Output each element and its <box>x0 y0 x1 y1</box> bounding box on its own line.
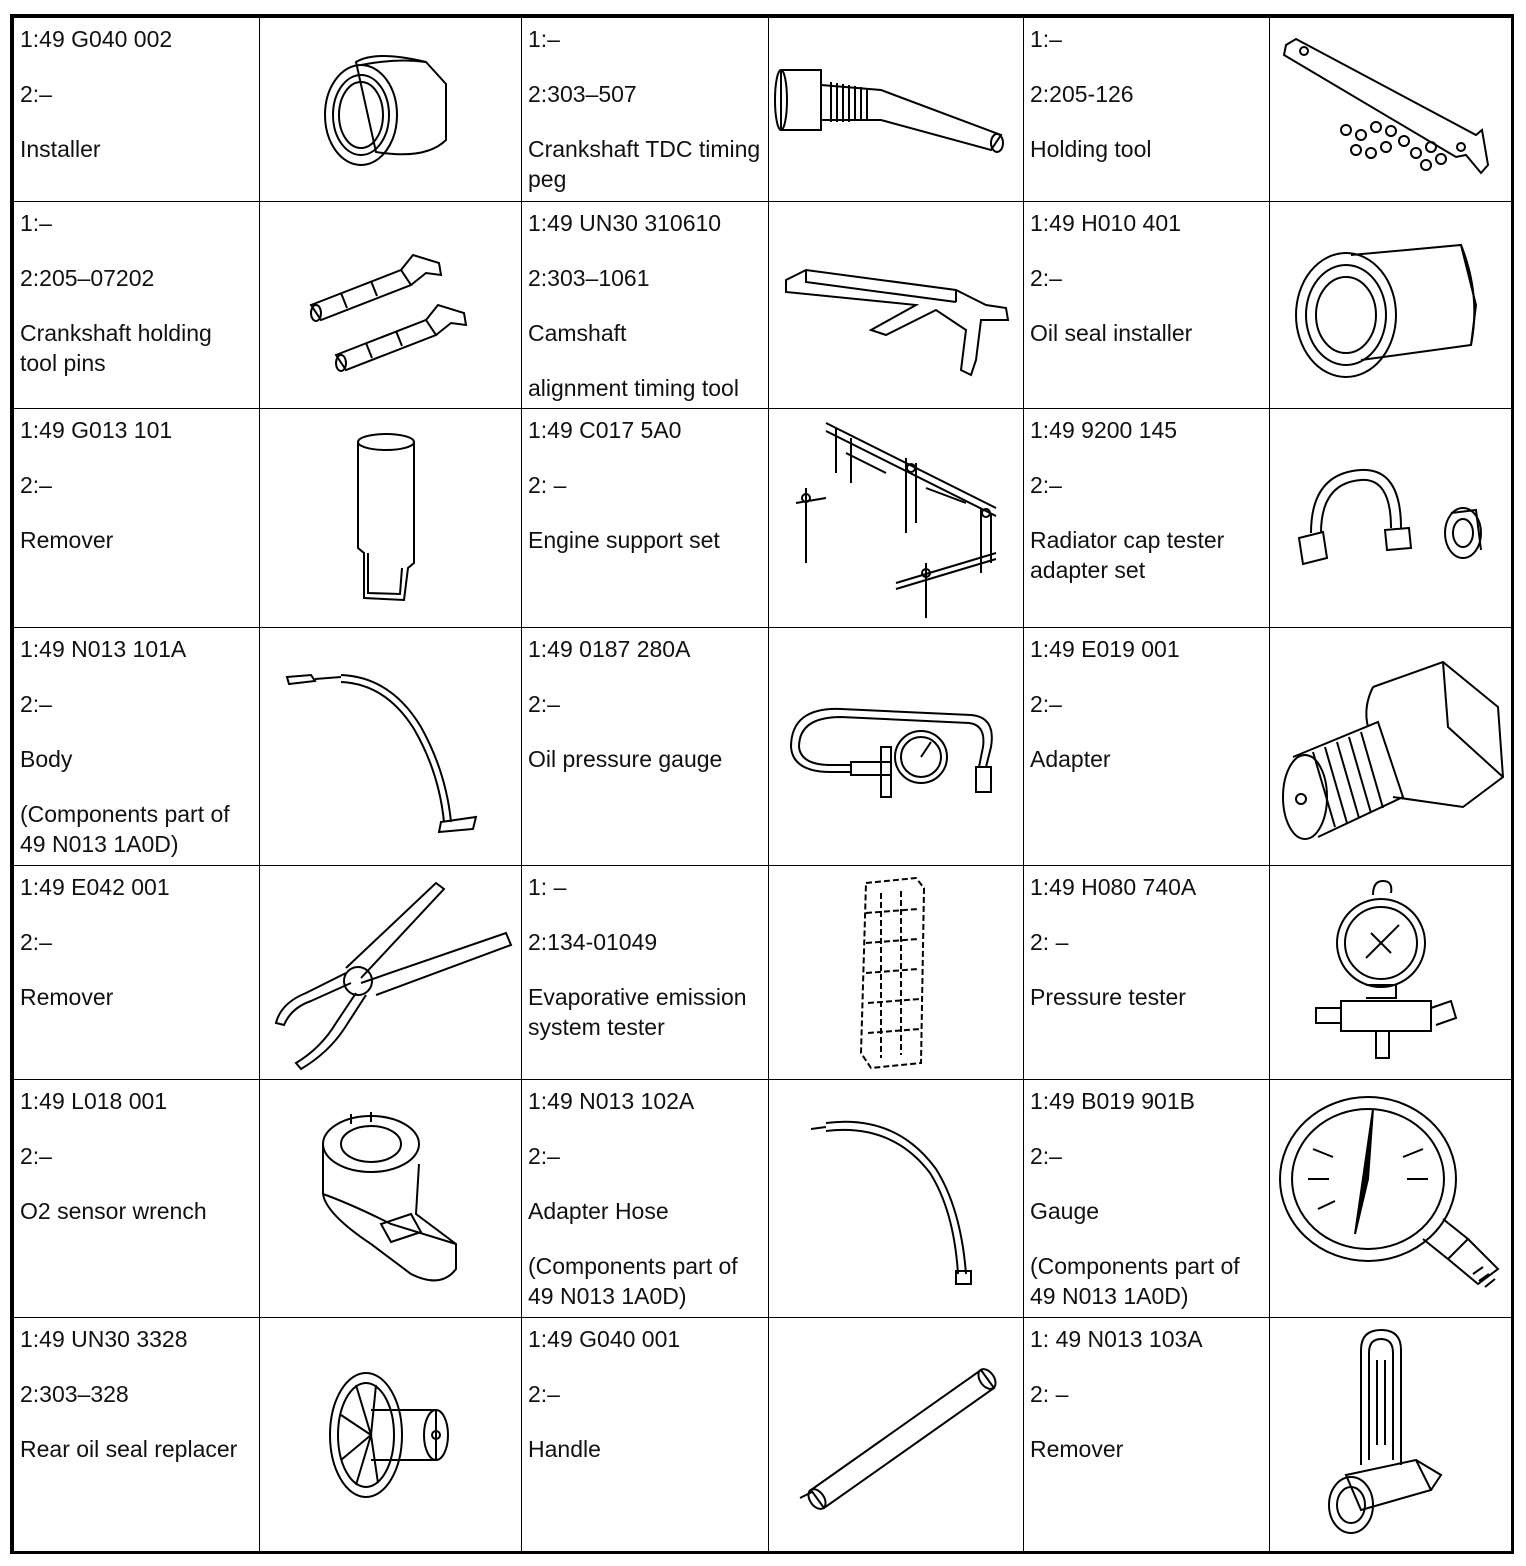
tool-number-1: 1:49 H080 740A <box>1030 874 1197 900</box>
tool-name: Radiator cap tester adapter set <box>1030 527 1225 583</box>
tool-number-2: 2:– <box>528 1143 560 1169</box>
tool-name: Remover <box>20 527 114 553</box>
tool-text-cell <box>522 202 769 409</box>
o2-sensor-wrench-icon <box>311 1104 471 1294</box>
tool-text-cell <box>1024 18 1270 202</box>
tool-number-1: 1:– <box>1030 26 1062 52</box>
body-hose-icon <box>281 657 501 837</box>
tool-text-cell <box>14 409 260 628</box>
radiator-cap-adapter-icon <box>1291 458 1491 578</box>
table-row <box>14 1080 1512 1318</box>
tool-text-cell <box>1024 409 1270 628</box>
tool-number-1: 1:49 N013 102A <box>528 1088 695 1114</box>
special-tools-table <box>10 14 1514 1554</box>
tool-number-2: 2: – <box>1030 1381 1069 1407</box>
tool-text-cell <box>1024 628 1270 866</box>
tool-number-1: 1:49 G040 002 <box>20 26 173 52</box>
oil-pressure-gauge-icon <box>781 687 1011 807</box>
tool-name: Holding tool <box>1030 136 1152 162</box>
tool-name: Engine support set <box>528 527 720 553</box>
tool-image-cell <box>769 409 1024 628</box>
tool-number-1: 1:49 0187 280A <box>528 636 691 662</box>
tool-number-2: 2:205–07202 <box>20 265 155 291</box>
tool-number-1: 1: – <box>528 874 567 900</box>
tool-text-cell <box>14 628 260 866</box>
camshaft-alignment-tool-icon <box>776 230 1016 380</box>
tool-number-1: 1:49 9200 145 <box>1030 417 1178 443</box>
tool-number-2: 2:– <box>1030 265 1062 291</box>
tool-text-cell <box>1024 1318 1270 1552</box>
holding-pins-icon <box>301 235 481 375</box>
tool-note: (Components part of 49 N013 1A0D) <box>1030 1253 1240 1309</box>
tool-name: Body <box>20 746 73 772</box>
tool-number-1: 1:49 H010 401 <box>1030 210 1181 236</box>
adapter-hose-icon <box>806 1109 986 1289</box>
tool-name: Gauge <box>1030 1198 1100 1224</box>
holding-tool-icon <box>1276 35 1506 185</box>
pressure-tester-icon <box>1311 873 1471 1073</box>
tool-image-cell <box>1270 1080 1512 1318</box>
tool-number-2: 2:– <box>1030 691 1062 717</box>
oil-seal-installer-icon <box>1291 225 1491 385</box>
tool-name: Adapter Hose <box>528 1198 669 1224</box>
tool-number-2: 2:– <box>528 1381 560 1407</box>
tool-number-2: 2:303–507 <box>528 81 637 107</box>
remover-handle-icon <box>1321 1325 1461 1545</box>
tool-image-cell <box>769 18 1024 202</box>
tool-name: Remover <box>1030 1436 1124 1462</box>
tool-text-cell <box>14 866 260 1080</box>
tool-text-cell <box>1024 1080 1270 1318</box>
table-row <box>14 409 1512 628</box>
tool-name: Adapter <box>1030 746 1111 772</box>
table-row <box>14 18 1512 202</box>
tool-text-cell <box>14 1080 260 1318</box>
tool-number-2: 2:– <box>528 691 560 717</box>
tool-number-1: 1:– <box>20 210 52 236</box>
gauge-icon <box>1273 1089 1509 1309</box>
tool-number-1: 1: 49 N013 103A <box>1030 1326 1203 1352</box>
tool-number-1: 1:– <box>528 26 560 52</box>
tool-name: Oil pressure gauge <box>528 746 723 772</box>
tool-number-2: 2:303–328 <box>20 1381 129 1407</box>
tool-text-cell <box>522 866 769 1080</box>
rear-oil-seal-replacer-icon <box>316 1365 466 1505</box>
tool-note: (Components part of 49 N013 1A0D) <box>20 801 230 857</box>
tool-image-cell <box>260 1318 522 1552</box>
tool-number-1: 1:49 UN30 3328 <box>20 1326 188 1352</box>
tool-name: Crankshaft holding tool pins <box>20 320 212 376</box>
tool-name: Installer <box>20 136 101 162</box>
tool-number-1: 1:49 G013 101 <box>20 417 173 443</box>
tool-number-2: 2:205-126 <box>1030 81 1134 107</box>
tool-name: O2 sensor wrench <box>20 1198 207 1224</box>
tool-number-1: 1:49 E019 001 <box>1030 636 1180 662</box>
tool-image-cell <box>1270 866 1512 1080</box>
tool-image-cell <box>769 1080 1024 1318</box>
tool-name: Handle <box>528 1436 601 1462</box>
tool-image-cell <box>1270 628 1512 866</box>
tool-text-cell <box>14 202 260 409</box>
tool-name: Remover <box>20 984 114 1010</box>
tool-number-2: 2:– <box>20 472 52 498</box>
tool-number-2: 2:– <box>1030 1143 1062 1169</box>
tool-name: Oil seal installer <box>1030 320 1193 346</box>
remover-sleeve-icon <box>346 428 436 608</box>
tool-text-cell <box>14 1318 260 1552</box>
tool-name: Crankshaft TDC timing peg <box>528 136 761 192</box>
tool-number-1: 1:49 B019 901B <box>1030 1088 1195 1114</box>
tool-number-1: 1:49 E042 001 <box>20 874 170 900</box>
tool-name: Camshaft <box>528 320 627 346</box>
tool-number-1: 1:49 N013 101A <box>20 636 187 662</box>
tool-image-cell <box>1270 18 1512 202</box>
tool-image-cell <box>769 866 1024 1080</box>
tool-text-cell <box>522 628 769 866</box>
tool-number-2: 2: – <box>528 472 567 498</box>
tool-number-1: 1:49 G040 001 <box>528 1326 681 1352</box>
table-row <box>14 628 1512 866</box>
tool-name: Evaporative emission system tester <box>528 984 747 1040</box>
tool-image-cell <box>769 202 1024 409</box>
tool-image-cell <box>260 628 522 866</box>
timing-peg-icon <box>771 50 1021 170</box>
tool-number-2: 2:303–1061 <box>528 265 650 291</box>
tool-image-cell <box>260 202 522 409</box>
tool-image-cell <box>1270 1318 1512 1552</box>
tool-text-cell <box>1024 866 1270 1080</box>
tool-text-cell <box>522 409 769 628</box>
tool-name: Rear oil seal replacer <box>20 1436 238 1462</box>
tool-number-1: 1:49 L018 001 <box>20 1088 168 1114</box>
tool-image-cell <box>769 628 1024 866</box>
installer-ring-icon <box>316 40 466 180</box>
tool-text-cell <box>522 1080 769 1318</box>
tool-number-2: 2: – <box>1030 929 1069 955</box>
tool-number-2: 2:– <box>20 1143 52 1169</box>
tool-number-2: 2:– <box>20 81 52 107</box>
tool-image-cell <box>260 1080 522 1318</box>
tool-number-2: 2:– <box>20 691 52 717</box>
tool-image-cell <box>769 1318 1024 1552</box>
tool-image-cell <box>260 409 522 628</box>
threaded-adapter-icon <box>1273 647 1509 847</box>
tool-text-cell <box>1024 202 1270 409</box>
tool-name: Pressure tester <box>1030 984 1186 1010</box>
engine-support-set-icon <box>776 413 1016 623</box>
tool-text-cell <box>522 18 769 202</box>
tool-note: (Components part of 49 N013 1A0D) <box>528 1253 738 1309</box>
pliers-icon <box>266 873 516 1073</box>
tool-text-cell <box>14 18 260 202</box>
tool-number-2: 2:– <box>1030 472 1062 498</box>
table-row <box>14 866 1512 1080</box>
handle-bar-icon <box>786 1350 1006 1520</box>
tool-name-cont: alignment timing tool <box>528 375 739 401</box>
tool-number-1: 1:49 C017 5A0 <box>528 417 682 443</box>
tool-image-cell <box>260 18 522 202</box>
tool-image-cell <box>260 866 522 1080</box>
tool-image-cell <box>1270 202 1512 409</box>
table-row <box>14 202 1512 409</box>
tool-number-1: 1:49 UN30 310610 <box>528 210 722 236</box>
tool-image-cell <box>1270 409 1512 628</box>
tool-text-cell <box>522 1318 769 1552</box>
tool-number-2: 2:134-01049 <box>528 929 658 955</box>
evap-tester-icon <box>846 873 946 1073</box>
table-row <box>14 1318 1512 1552</box>
tool-number-2: 2:– <box>20 929 52 955</box>
